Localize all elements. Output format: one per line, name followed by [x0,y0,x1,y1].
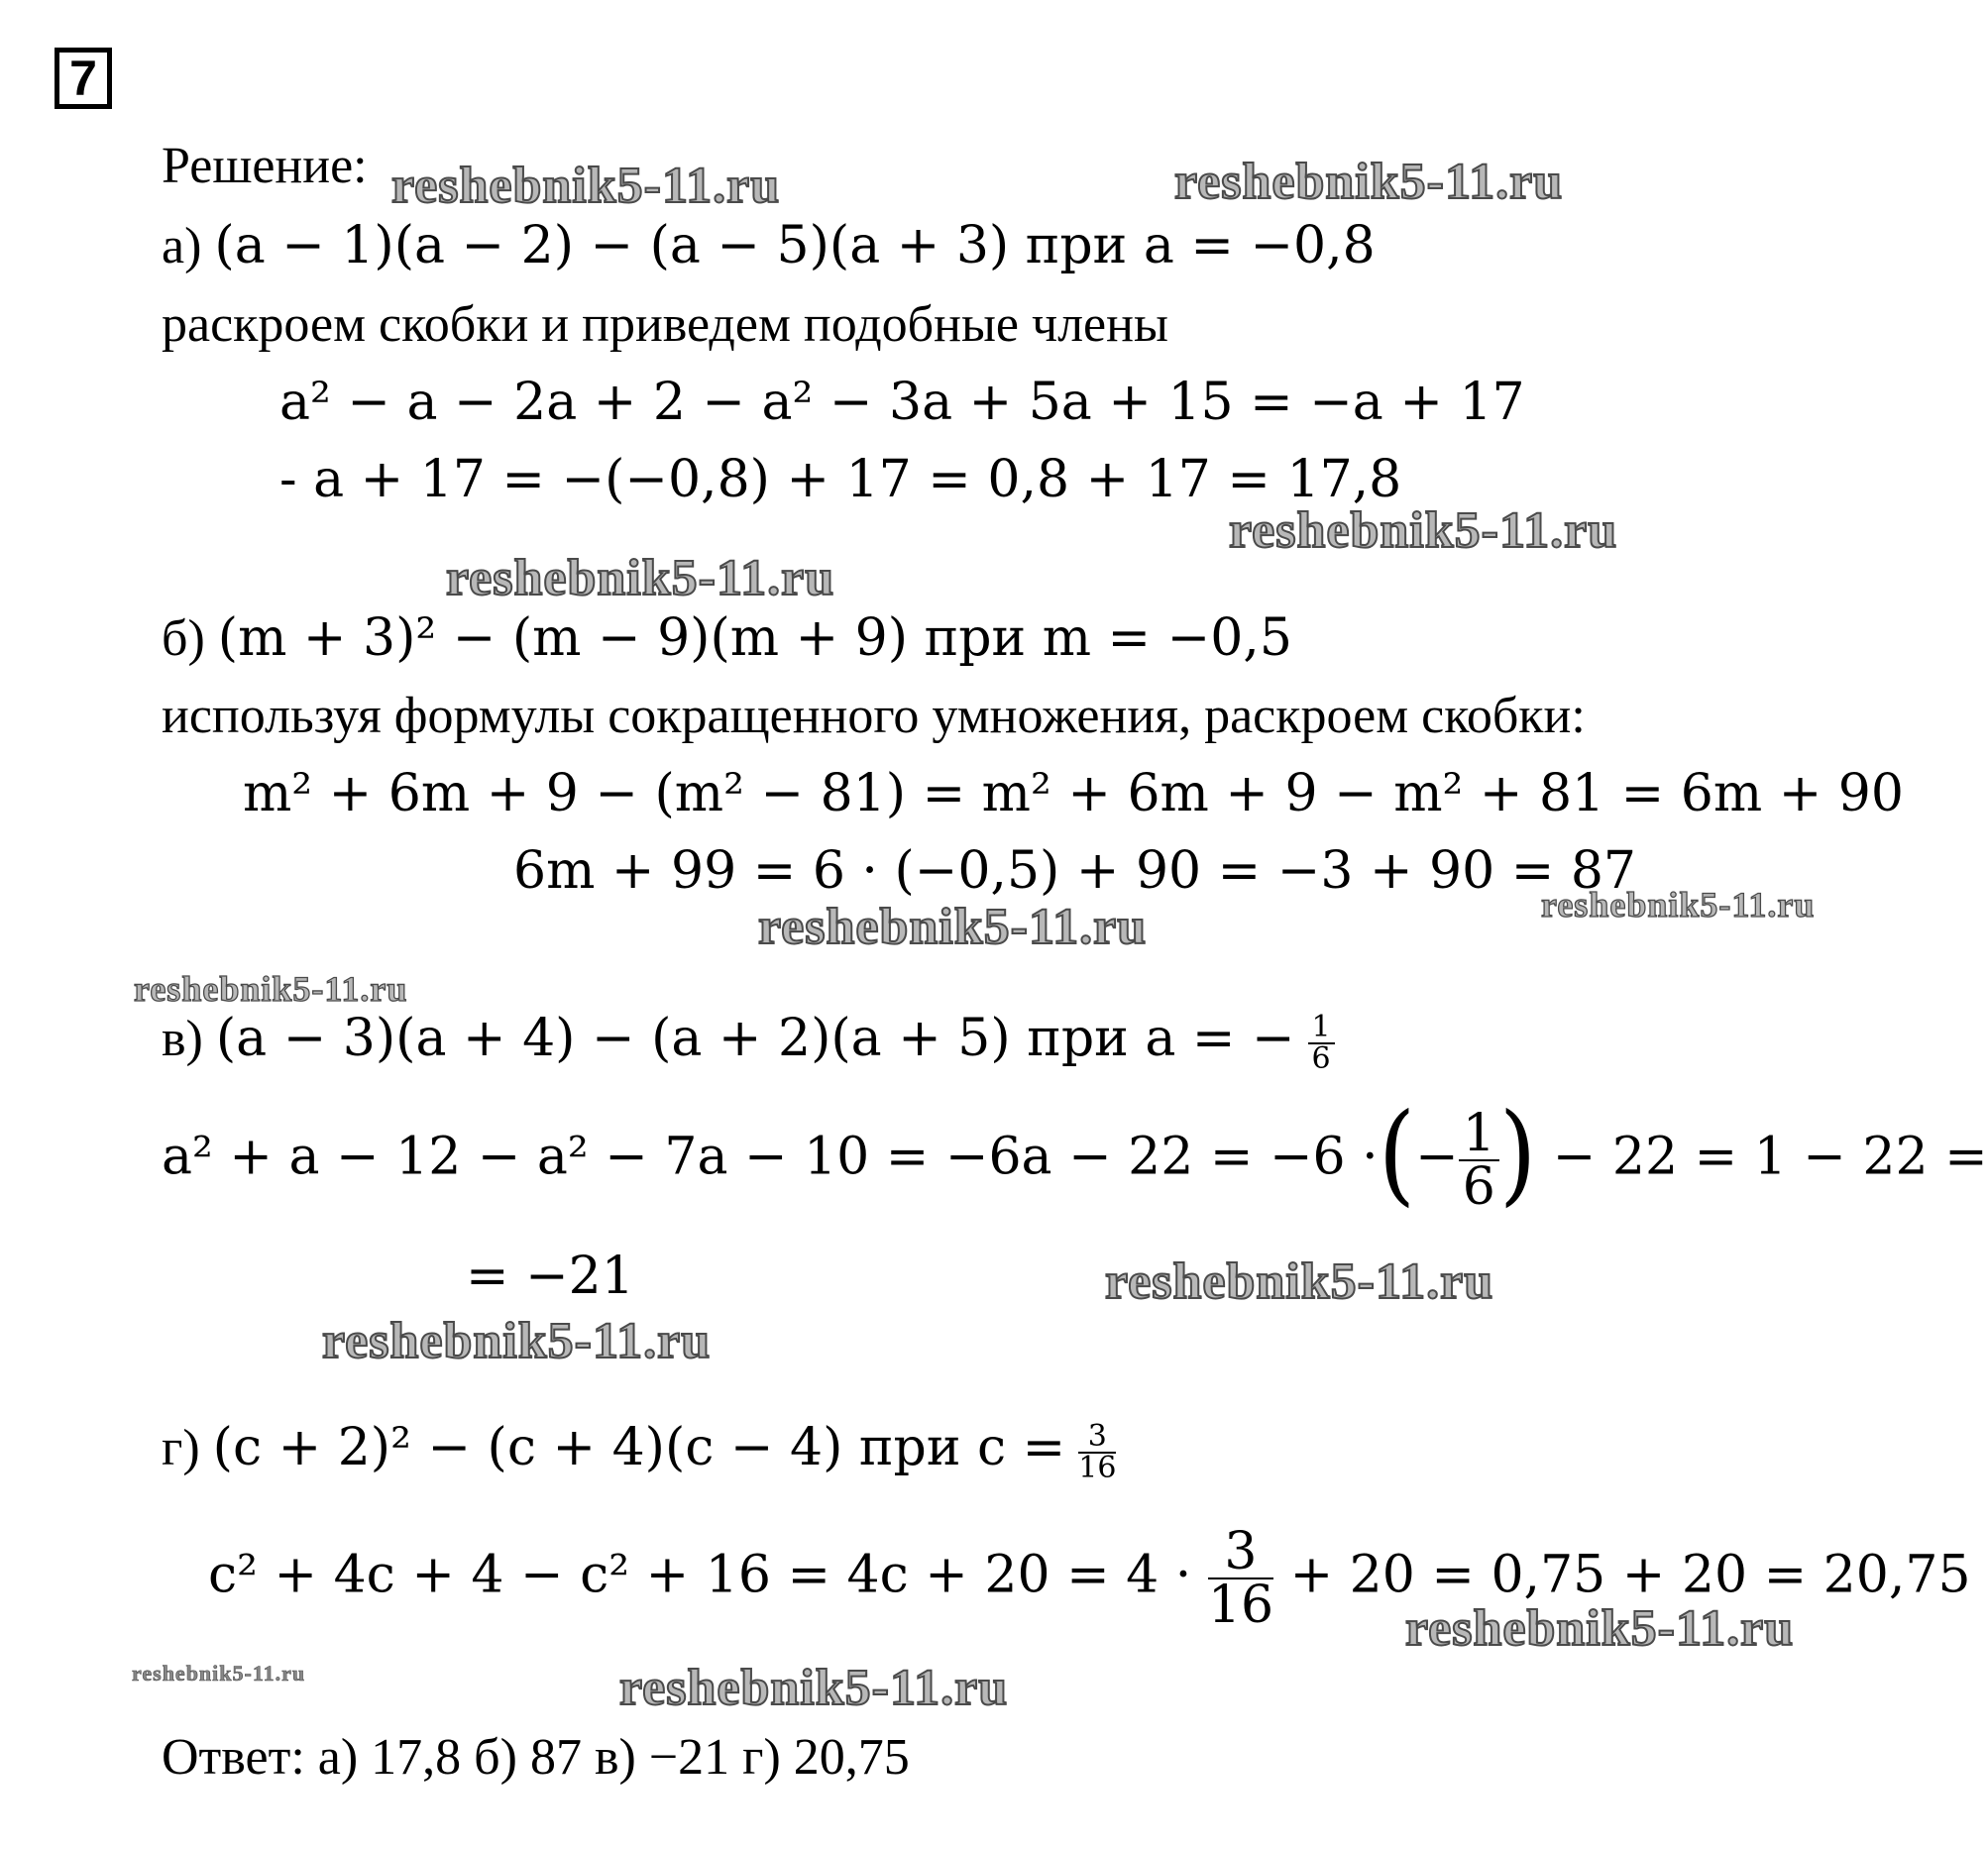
part-v-label: в) [162,1011,203,1067]
part-v-problem [162,1009,1335,1077]
part-g-line1-frac-num: 3 [1208,1526,1273,1579]
watermark: reshebnik5-11.ru [322,1313,712,1369]
part-g-frac-den: 16 [1078,1451,1117,1486]
watermark: reshebnik5-11.ru [1541,885,1816,924]
part-v-fraction [1308,1010,1335,1077]
part-v-line1-mid: − [1415,1127,1459,1187]
open-paren-glyph: ( [1378,1089,1416,1218]
solution-heading: Решение: [162,138,368,194]
part-g-label: г) [162,1420,200,1476]
part-g-line1-pre: c² + 4c + 4 − c² + 16 = 4c + 20 = 4 · [208,1545,1192,1605]
part-g-problem [162,1418,1117,1486]
part-g-expression: (c + 2)² − (c + 4)(c − 4) при c = [212,1418,1066,1477]
watermark: reshebnik5-11.ru [132,1661,306,1686]
part-a-note: раскроем скобки и приведем подобные члены [162,296,1168,353]
watermark: reshebnik5-11.ru [758,899,1148,955]
watermark: reshebnik5-11.ru [1405,1600,1795,1657]
part-b-line1: m² + 6m + 9 − (m² − 81) = m² + 6m + 9 − m² + 81 = 6m + 90 [243,764,1904,823]
part-g-line1-post: + 20 = 0,75 + 20 = 20,75 [1289,1545,1971,1605]
part-v-line1-pre: a² + a − 12 − a² − 7a − 10 = −6a − 22 = −6 · [162,1127,1379,1187]
watermark: reshebnik5-11.ru [1174,154,1564,210]
part-v-line1-fraction [1459,1104,1499,1217]
part-a-label: а) [162,218,202,274]
part-b-note: используя формулы сокращенного умножения, раскроем скобки: [162,688,1586,744]
part-a-line1: a² − a − 2a + 2 − a² − 3a + 5a + 15 = −a + 17 [279,373,1525,432]
part-b-expression: (m + 3)² − (m − 9)(m + 9) при m = −0,5 [217,608,1292,668]
part-b-problem [162,608,1292,668]
part-b-label: б) [162,610,205,667]
answer-line: Ответ: а) 17,8 б) 87 в) −21 г) 20,75 [162,1729,910,1786]
part-v-line2: = −21 [466,1247,634,1306]
watermark: reshebnik5-11.ru [1105,1253,1494,1310]
part-v-line1-frac-num: 1 [1459,1108,1499,1161]
watermark: reshebnik5-11.ru [391,158,781,214]
part-b-line2: 6m + 99 = 6 · (−0,5) + 90 = −3 + 90 = 87 [513,841,1637,901]
task-number: 7 [55,48,112,109]
part-v-line1-frac-den: 6 [1462,1157,1495,1217]
part-v-frac-den: 6 [1311,1041,1331,1077]
watermark: reshebnik5-11.ru [1229,502,1618,559]
watermark: reshebnik5-11.ru [134,969,408,1009]
part-a-problem [162,216,1376,275]
part-v-frac-num: 1 [1308,1013,1335,1044]
watermark: reshebnik5-11.ru [446,550,835,606]
part-v-expression: (a − 3)(a + 4) − (a + 2)(a + 5) при a = − [215,1009,1295,1068]
part-g-line1-fraction [1207,1522,1274,1635]
close-paren-glyph: ) [1498,1089,1537,1218]
part-v-line1-post: − 22 = 1 − 22 = [1552,1127,1988,1187]
part-g-line1-frac-den: 16 [1207,1576,1274,1635]
part-v-line1 [162,1089,1988,1218]
part-a-expression: (a − 1)(a − 2) − (a − 5)(a + 3) при a = −0,8 [214,216,1376,275]
part-g-fraction [1078,1419,1117,1486]
watermark: reshebnik5-11.ru [619,1660,1009,1716]
part-g-frac-num: 3 [1078,1422,1116,1454]
part-a-line2: - a + 17 = −(−0,8) + 17 = 0,8 + 17 = 17,8 [279,450,1402,509]
